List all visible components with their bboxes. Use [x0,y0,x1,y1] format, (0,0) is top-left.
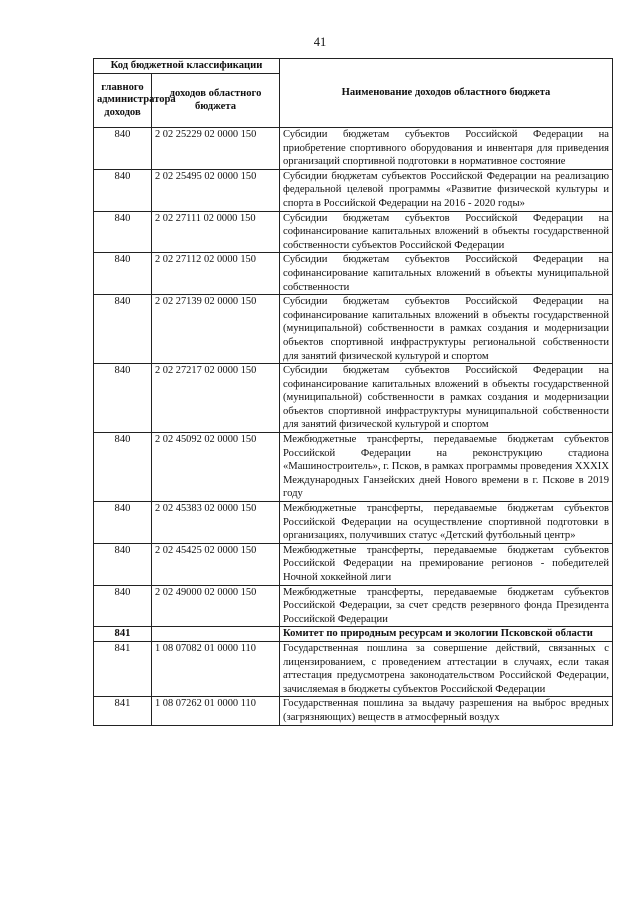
table-row [94,585,613,627]
budget-classification-table [93,58,613,726]
income-name-cell: Межбюджетные трансферты, передаваемые бюджетам субъектов Российской Федерации, за счет средств резервного фонда Президента Российской Федерации [280,585,613,627]
income-code-cell: 2 02 27112 02 0000 150 [152,253,280,295]
income-code-cell [152,627,280,642]
income-code-cell: 2 02 45092 02 0000 150 [152,433,280,502]
admin-code-cell: 840 [94,585,152,627]
table-row [94,543,613,585]
income-name-cell: Межбюджетные трансферты, передаваемые бюджетам субъектов Российской Федерации на премирование регионов - победителей Ночной хоккейной лиги [280,543,613,585]
income-name-cell: Субсидии бюджетам субъектов Российской Федерации на софинансирование капитальных вложений в объекты государственной (муниципальной) собственности в рамках создания и модернизации объектов спортивной инфраструктуры региональной собственности для занятий физической культурой и спортом [280,295,613,364]
admin-code-cell: 840 [94,364,152,433]
table-row [94,502,613,544]
income-code-cell: 1 08 07082 01 0000 110 [152,641,280,696]
income-code-cell: 2 02 45383 02 0000 150 [152,502,280,544]
admin-code-cell: 840 [94,128,152,170]
income-code-cell: 2 02 27217 02 0000 150 [152,364,280,433]
income-code-cell: 2 02 27139 02 0000 150 [152,295,280,364]
admin-code-cell: 840 [94,253,152,295]
admin-code-cell: 841 [94,641,152,696]
admin-code-cell: 841 [94,627,152,642]
income-name-cell: Комитет по природным ресурсам и экологии Псковской области [280,627,613,642]
income-name-cell: Субсидии бюджетам субъектов Российской Федерации на реализацию федеральной целевой программы «Развитие физической культуры и спорта в Российской Федерации на 2016 - 2020 годы» [280,169,613,211]
income-name-cell: Субсидии бюджетам субъектов Российской Федерации на софинансирование капитальных вложений в объекты муниципальной собственности [280,253,613,295]
income-name-cell: Государственная пошлина за совершение действий, связанных с лицензированием, с проведением аттестации в случаях, если такая аттестация предусмотрена законодательством Российской Федерации, зачисляемая в бюджеты субъектов Российской Федерации [280,641,613,696]
income-name-cell: Субсидии бюджетам субъектов Российской Федерации на софинансирование капитальных вложений в объекты государственной (муниципальной) собственности в рамках создания и модернизации объектов спортивной инфраструктуры муниципальной собственности для занятий физической культурой и спортом [280,364,613,433]
header-code-column: доходов областного бюджета [152,74,280,128]
income-code-cell: 2 02 45425 02 0000 150 [152,543,280,585]
table-row [94,211,613,253]
table-body [94,128,613,726]
admin-code-cell: 841 [94,697,152,725]
income-code-cell: 2 02 25495 02 0000 150 [152,169,280,211]
income-code-cell: 2 02 27111 02 0000 150 [152,211,280,253]
table-row [94,433,613,502]
income-name-cell: Межбюджетные трансферты, передаваемые бюджетам субъектов Российской Федерации на осуществление спортивной подготовки в организациях, получивших статус «Детский футбольный центр» [280,502,613,544]
income-name-cell: Субсидии бюджетам субъектов Российской Федерации на софинансирование капитальных вложений в объекты государственной собственности субъектов Российской Федерации [280,211,613,253]
table-row [94,253,613,295]
page-number: 41 [313,35,327,49]
admin-code-cell: 840 [94,211,152,253]
income-name-cell: Государственная пошлина за выдачу разрешения на выброс вредных (загрязняющих) веществ в атмосферный воздух [280,697,613,725]
header-admin-column: главного администратора доходов [94,74,152,128]
admin-code-cell: 840 [94,543,152,585]
admin-code-cell: 840 [94,169,152,211]
income-code-cell: 1 08 07262 01 0000 110 [152,697,280,725]
admin-code-cell: 840 [94,295,152,364]
admin-code-cell: 840 [94,502,152,544]
income-code-cell: 2 02 49000 02 0000 150 [152,585,280,627]
table-row [94,169,613,211]
admin-code-cell: 840 [94,433,152,502]
table-row [94,295,613,364]
table-row [94,641,613,696]
table-row [94,697,613,725]
income-name-cell: Субсидии бюджетам субъектов Российской Федерации на приобретение спортивного оборудования и инвентаря для приведения организаций спортивной подготовки в нормативное состояние [280,128,613,170]
table-row [94,128,613,170]
table-row [94,627,613,642]
income-name-cell: Межбюджетные трансферты, передаваемые бюджетам субъектов Российской Федерации на реконструкцию стадиона «Машиностроитель», г. Псков, в рамках программы проведения XXXIX Международных Ганзейских дней Нового времени в г. Пскове в 2019 году [280,433,613,502]
header-name-column: Наименование доходов областного бюджета [280,59,613,128]
header-group-title: Код бюджетной классификации [94,59,280,74]
table-row [94,364,613,433]
income-code-cell: 2 02 25229 02 0000 150 [152,128,280,170]
